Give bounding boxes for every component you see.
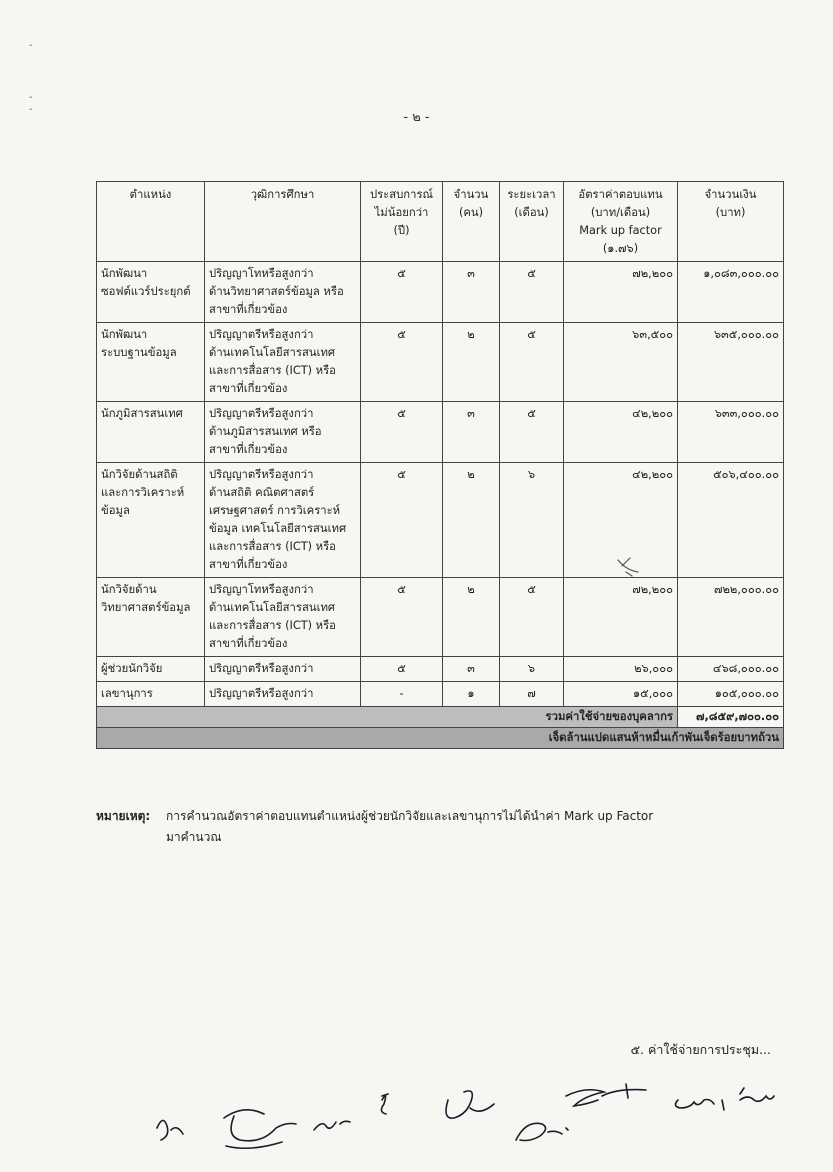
note-text: การคำนวณอัตราค่าตอบแทนตำแหน่งผู้ช่วยนักวิจัยและเลขานุการไม่ได้นำค่า Mark up Factor มาคำนวณ: [166, 809, 654, 844]
signature: [157, 1120, 183, 1140]
total-amount: ๗,๘๕๙,๗๐๐.๐๐: [678, 707, 784, 728]
total-label: รวมค่าใช้จ่ายของบุคลากร: [97, 707, 678, 728]
cell-experience: ๕: [361, 657, 443, 682]
cell-count: ๒: [443, 323, 500, 402]
cell-position: นักภูมิสารสนเทศ: [97, 402, 205, 463]
header-count: จำนวน (คน): [443, 182, 500, 262]
cell-education: ปริญญาตรีหรือสูงกว่า ด้านภูมิสารสนเทศ หรือ สาขาที่เกี่ยวข้อง: [205, 402, 361, 463]
cell-duration: ๕: [500, 262, 564, 323]
cell-rate: ๖๓,๕๐๐: [564, 323, 678, 402]
cell-duration: ๗: [500, 682, 564, 707]
total-words: เจ็ดล้านแปดแสนห้าหมื่นเก้าพันเจ็ดร้อยบาทถ้วน: [97, 728, 784, 749]
cell-rate: ๗๒,๒๐๐: [564, 262, 678, 323]
signature: [675, 1100, 724, 1111]
cell-duration: ๕: [500, 402, 564, 463]
cell-rate: ๑๕,๐๐๐: [564, 682, 678, 707]
signature: [740, 1088, 774, 1101]
cell-education: ปริญญาตรีหรือสูงกว่า ด้านเทคโนโลยีสารสนเทศ และการสื่อสาร (ICT) หรือ สาขาที่เกี่ยวข้อง: [205, 323, 361, 402]
cell-amount: ๖๓๕,๐๐๐.๐๐: [678, 323, 784, 402]
cell-count: ๓: [443, 657, 500, 682]
cell-amount: ๑๐๕,๐๐๐.๐๐: [678, 682, 784, 707]
cell-position: นักพัฒนา ซอฟต์แวร์ประยุกต์: [97, 262, 205, 323]
cell-count: ๓: [443, 262, 500, 323]
cell-amount: ๖๓๓,๐๐๐.๐๐: [678, 402, 784, 463]
cell-experience: ๕: [361, 402, 443, 463]
cell-count: ๑: [443, 682, 500, 707]
header-duration: ระยะเวลา (เดือน): [500, 182, 564, 262]
page-number: - ๒ -: [403, 110, 430, 125]
cell-rate: ๔๒,๒๐๐: [564, 463, 678, 578]
cell-education: ปริญญาตรีหรือสูงกว่า ด้านสถิติ คณิตศาสตร์ เศรษฐศาสตร์ การวิเคราะห์ ข้อมูล เทคโนโลยีสารสนเทศ และการสื่อสาร (ICT) หรือ สาขาที่เกี่ยวข้อง: [205, 463, 361, 578]
header-amount: จำนวนเงิน (บาท): [678, 182, 784, 262]
cell-education: ปริญญาตรีหรือสูงกว่า: [205, 657, 361, 682]
signature: [314, 1121, 350, 1130]
cell-amount: ๗๒๒,๐๐๐.๐๐: [678, 578, 784, 657]
cell-experience: ๕: [361, 578, 443, 657]
cell-rate: ๒๖,๐๐๐: [564, 657, 678, 682]
cell-position: นักพัฒนา ระบบฐานข้อมูล: [97, 323, 205, 402]
signature: [516, 1123, 568, 1140]
cell-count: ๒: [443, 578, 500, 657]
cell-experience: -: [361, 682, 443, 707]
signature: [224, 1110, 296, 1148]
cell-education: ปริญญาโทหรือสูงกว่า ด้านเทคโนโลยีสารสนเทศ และการสื่อสาร (ICT) หรือ สาขาที่เกี่ยวข้อง: [205, 578, 361, 657]
cell-position: เลขานุการ: [97, 682, 205, 707]
signature: [566, 1084, 646, 1106]
cell-amount: ๔๖๘,๐๐๐.๐๐: [678, 657, 784, 682]
header-rate: อัตราค่าตอบแทน (บาท/เดือน) Mark up factor (๑.๗๖): [564, 182, 678, 262]
cell-experience: ๕: [361, 463, 443, 578]
header-experience: ประสบการณ์ ไม่น้อยกว่า (ปี): [361, 182, 443, 262]
margin-mark: -: [29, 40, 33, 51]
cell-duration: ๖: [500, 657, 564, 682]
margin-mark: -: [29, 92, 33, 103]
header-position: ตำแหน่ง: [97, 182, 205, 262]
signature: [446, 1091, 494, 1118]
cell-education: ปริญญาโทหรือสูงกว่า ด้านวิทยาศาสตร์ข้อมูล หรือ สาขาที่เกี่ยวข้อง: [205, 262, 361, 323]
cell-count: ๒: [443, 463, 500, 578]
cell-education: ปริญญาตรีหรือสูงกว่า: [205, 682, 361, 707]
cell-amount: ๑,๐๘๓,๐๐๐.๐๐: [678, 262, 784, 323]
cell-position: นักวิจัยด้าน วิทยาศาสตร์ข้อมูล: [97, 578, 205, 657]
cell-position: ผู้ช่วยนักวิจัย: [97, 657, 205, 682]
signature: [381, 1094, 388, 1114]
margin-mark: -: [29, 104, 33, 115]
cell-amount: ๕๐๖,๔๐๐.๐๐: [678, 463, 784, 578]
header-education: วุฒิการศึกษา: [205, 182, 361, 262]
note-label: หมายเหตุ:: [96, 809, 151, 823]
cell-experience: ๕: [361, 323, 443, 402]
cell-count: ๓: [443, 402, 500, 463]
cell-experience: ๕: [361, 262, 443, 323]
cell-rate: ๔๒,๒๐๐: [564, 402, 678, 463]
cell-duration: ๖: [500, 463, 564, 578]
cell-duration: ๕: [500, 578, 564, 657]
cell-rate: ๗๒,๒๐๐: [564, 578, 678, 657]
continuation-text: ๕. ค่าใช้จ่ายการประชุม...: [630, 1042, 771, 1057]
cell-position: นักวิจัยด้านสถิติ และการวิเคราะห์ ข้อมูล: [97, 463, 205, 578]
cell-duration: ๕: [500, 323, 564, 402]
smudge: [618, 558, 638, 576]
